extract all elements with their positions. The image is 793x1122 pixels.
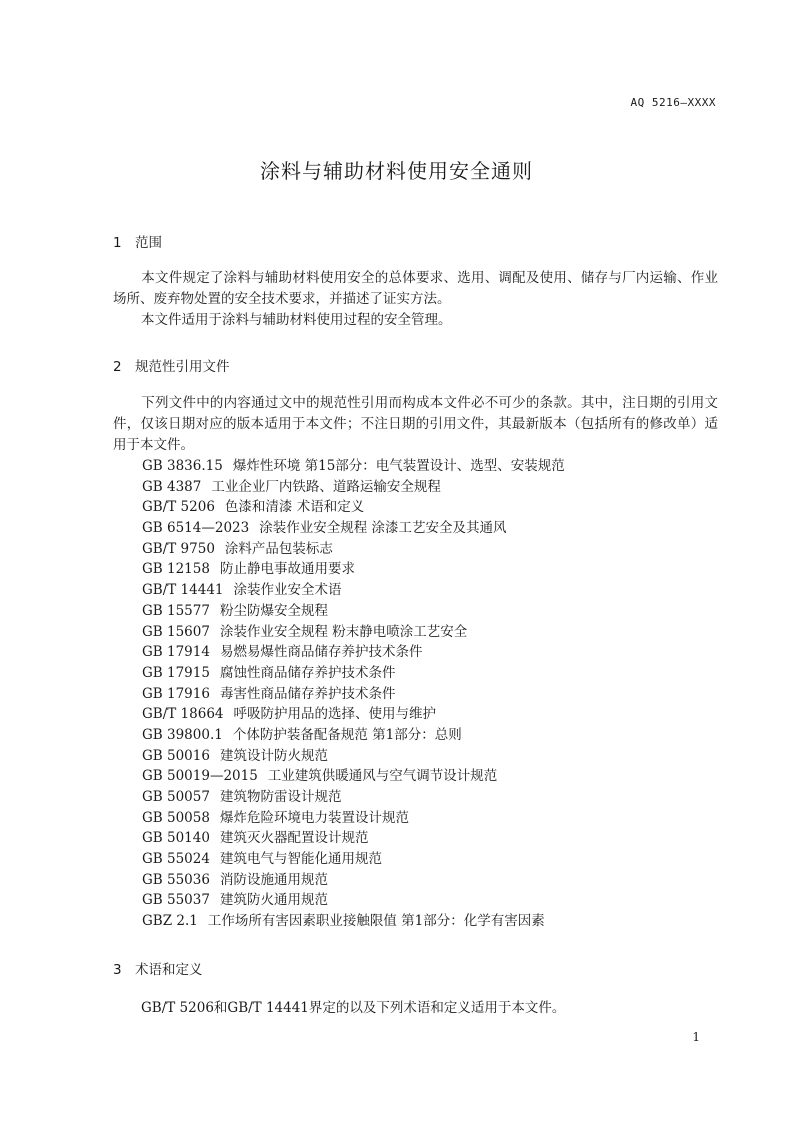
reference-code: GB/T 18664 xyxy=(142,706,224,723)
reference-item xyxy=(142,849,565,870)
reference-title: 呼吸防护用品的选择、使用与维护 xyxy=(233,706,436,723)
section-title: 范围 xyxy=(135,235,162,251)
reference-code: GB 55037 xyxy=(142,892,210,909)
reference-code: GB 50016 xyxy=(142,747,210,764)
reference-title: 涂装作业安全术语 xyxy=(233,582,342,599)
section-2-heading xyxy=(113,355,230,375)
document-title: 涂料与辅助材料使用安全通则 xyxy=(260,159,533,183)
reference-title: 工业企业厂内铁路、道路运输安全规程 xyxy=(211,478,441,495)
section-title: 规范性引用文件 xyxy=(135,359,230,375)
reference-code: GB 50140 xyxy=(142,830,210,847)
reference-item xyxy=(142,725,565,746)
section-2-intro xyxy=(113,393,718,456)
reference-item xyxy=(142,828,565,849)
reference-title: 粉尘防爆安全规程 xyxy=(219,602,328,619)
reference-code: GB 6514—2023 xyxy=(142,520,250,537)
section-number: 2 xyxy=(113,359,122,375)
reference-code: GB 50058 xyxy=(142,809,210,826)
reference-item xyxy=(142,787,565,808)
reference-item xyxy=(142,704,565,725)
reference-title: 个体防护装备配备规范 第1部分：总则 xyxy=(232,726,462,743)
reference-title: 爆炸性环境 第15部分：电气装置设计、选型、安装规范 xyxy=(232,458,565,474)
reference-title: 消防设施通用规范 xyxy=(219,871,328,888)
reference-title: 涂料产品包装标志 xyxy=(224,540,333,557)
reference-title: 涂装作业安全规程 粉末静电喷涂工艺安全 xyxy=(219,623,468,640)
reference-title: 易燃易爆性商品储存养护技术条件 xyxy=(219,644,423,661)
reference-item xyxy=(142,477,565,498)
reference-item xyxy=(142,580,565,601)
reference-item xyxy=(142,746,565,767)
reference-item xyxy=(142,559,565,580)
reference-code: GB 50019—2015 xyxy=(142,768,258,785)
reference-item xyxy=(142,663,565,684)
section-1-heading xyxy=(113,231,162,251)
reference-code: GB 4387 xyxy=(142,478,202,495)
reference-code: GB/T 14441 xyxy=(142,582,224,599)
reference-code: GB 50057 xyxy=(142,789,210,805)
reference-code: GB 17915 xyxy=(142,664,210,681)
reference-title: 工作场所有害因素职业接触限值 第1部分：化学有害因素 xyxy=(207,913,545,930)
reference-code: GB 17916 xyxy=(142,685,210,702)
reference-code: GB 55036 xyxy=(142,871,210,888)
section-3-paragraph-1 xyxy=(113,998,718,1019)
reference-title: 色漆和清漆 术语和定义 xyxy=(224,499,365,516)
reference-item xyxy=(142,497,565,518)
reference-code: GB/T 5206 xyxy=(142,499,215,516)
reference-item xyxy=(142,601,565,622)
reference-item xyxy=(142,456,565,477)
reference-code: GB 3836.15 xyxy=(142,458,223,474)
reference-title: 腐蚀性商品储存养护技术条件 xyxy=(219,664,396,681)
reference-title: 爆炸危险环境电力装置设计规范 xyxy=(219,809,409,826)
reference-title: 建筑电气与智能化通用规范 xyxy=(219,851,382,868)
reference-item xyxy=(142,766,565,787)
reference-item xyxy=(142,911,565,932)
reference-title: 工业建筑供暖通风与空气调节设计规范 xyxy=(267,768,498,785)
section-1-paragraph-1 xyxy=(113,268,718,310)
paragraph-text: 下列文件中的内容通过文中的规范性引用而构成本文件必不可少的条款。其中，注日期的引用文件，仅该日期对应的版本适用于本文件；不注日期的引用文件，其最新版本（包括所有的修改单）适用于本文件。 xyxy=(113,395,718,453)
section-3-heading xyxy=(113,958,203,978)
paragraph-text: 本文件规定了涂料与辅助材料使用安全的总体要求、选用、调配及使用、储存与厂内运输、作业场所、废弃物处置的安全技术要求，并描述了证实方法。 xyxy=(113,270,718,307)
reference-title: 建筑物防雷设计规范 xyxy=(219,789,342,805)
reference-item xyxy=(142,684,565,705)
reference-item xyxy=(142,890,565,911)
reference-title: 防止静电事故通用要求 xyxy=(219,561,355,578)
page-number: 1 xyxy=(692,1030,700,1044)
reference-item xyxy=(142,539,565,560)
section-1-paragraph-2 xyxy=(113,310,718,331)
section-number: 1 xyxy=(113,235,122,251)
section-title: 术语和定义 xyxy=(135,962,203,978)
paragraph-text: 本文件适用于涂料与辅助材料使用过程的安全管理。 xyxy=(141,312,452,328)
reference-title: 建筑设计防火规范 xyxy=(219,747,328,764)
reference-item xyxy=(142,870,565,891)
reference-code: GB 15577 xyxy=(142,602,210,619)
reference-item xyxy=(142,622,565,643)
standard-code: AQ 5216—XXXX xyxy=(630,96,716,109)
reference-code: GB 15607 xyxy=(142,623,210,640)
reference-code: GB 17914 xyxy=(142,644,210,661)
reference-code: GB 55024 xyxy=(142,851,210,868)
reference-title: 涂装作业安全规程 涂漆工艺安全及其通风 xyxy=(259,520,507,537)
reference-title: 毒害性商品储存养护技术条件 xyxy=(219,685,396,702)
reference-title: 建筑灭火器配置设计规范 xyxy=(219,830,369,847)
reference-code: GB 12158 xyxy=(142,561,210,578)
paragraph-text: GB/T 5206和GB/T 14441界定的以及下列术语和定义适用于本文件。 xyxy=(141,1000,566,1016)
reference-item xyxy=(142,642,565,663)
reference-item xyxy=(142,808,565,829)
reference-code: GBZ 2.1 xyxy=(142,913,198,930)
reference-code: GB 39800.1 xyxy=(142,726,223,743)
reference-title: 建筑防火通用规范 xyxy=(219,892,328,909)
section-number: 3 xyxy=(113,962,122,978)
normative-reference-list xyxy=(142,456,565,932)
reference-code: GB/T 9750 xyxy=(142,540,215,557)
reference-item xyxy=(142,518,565,539)
